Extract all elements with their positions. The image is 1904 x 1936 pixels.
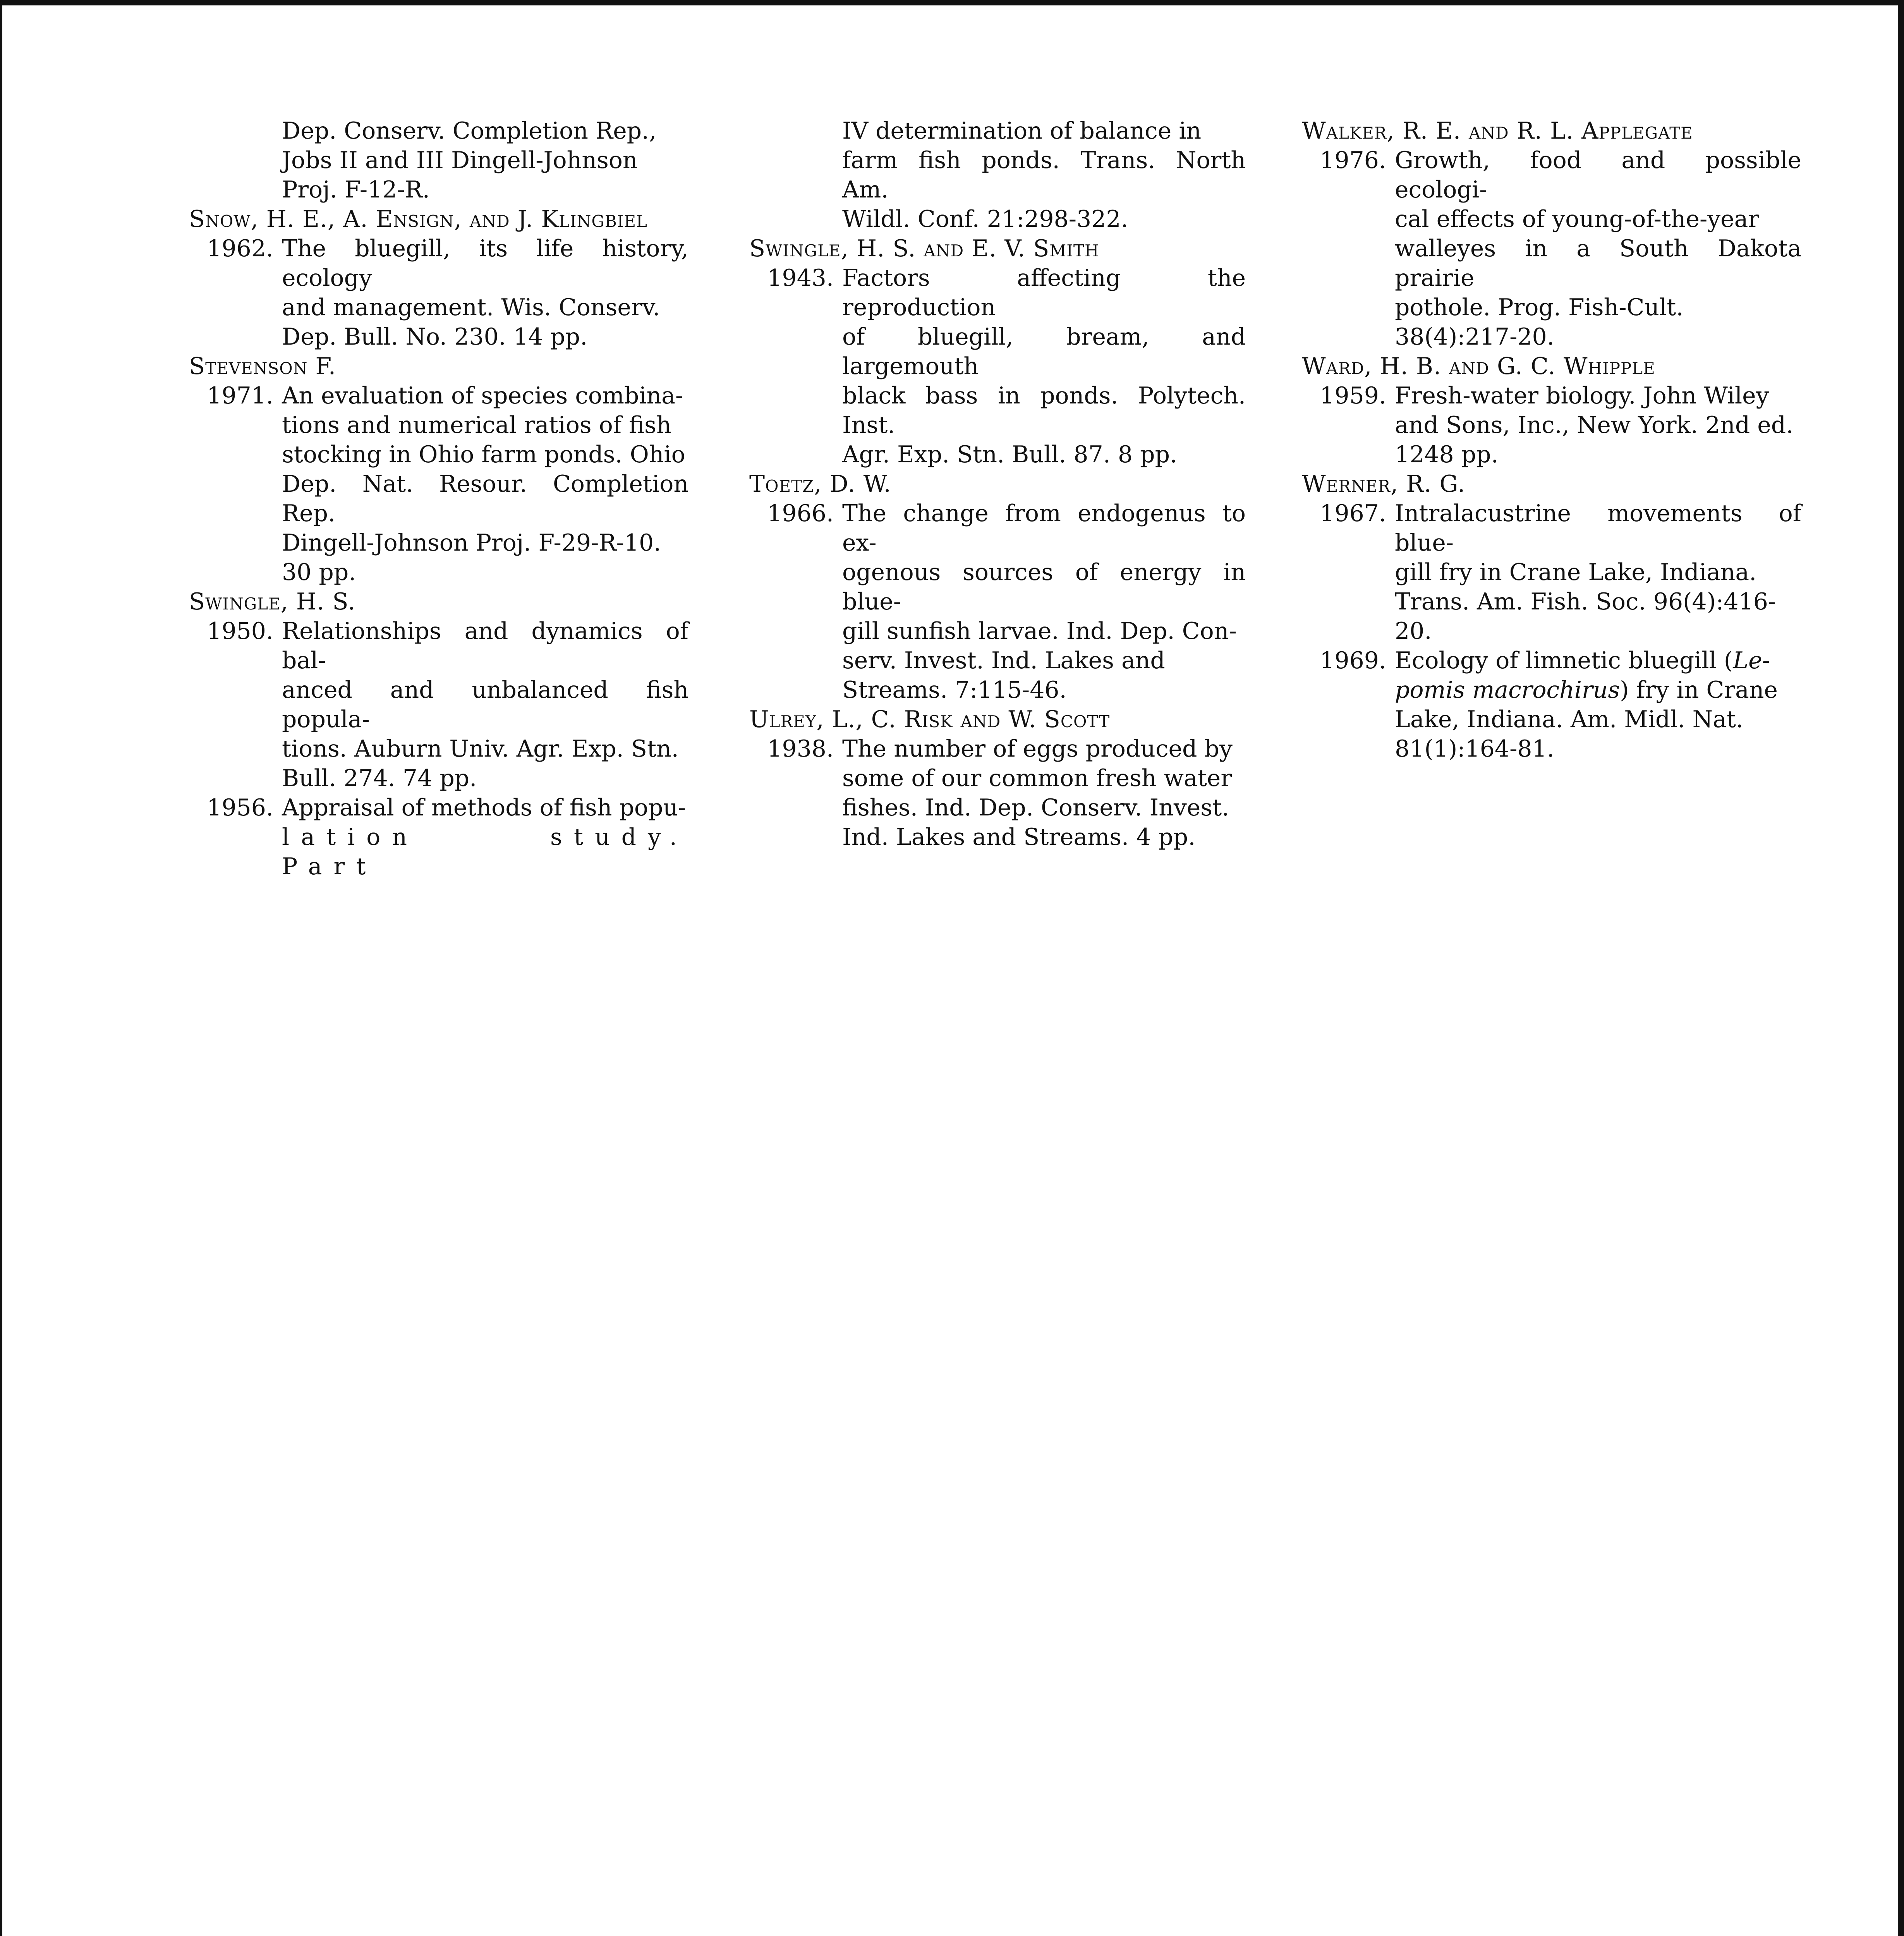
reference-text: Appraisal of methods of fish popu- lation study. Part xyxy=(282,794,688,880)
reference-year: 1966. xyxy=(767,500,834,527)
reference-line: Proj. F-12-R. xyxy=(282,176,430,203)
reference-text: Ecology of limnetic bluegill (Le- pomis macrochirus) fry in Crane Lake, Indiana. Am. Midl. Nat. 81(1):164-81. xyxy=(1395,647,1778,762)
reference-text: The bluegill, its life history, ecology and management. Wis. Conserv. Dep. Bull. No. 230. 14 pp. xyxy=(282,235,688,350)
reference-year: 1950. xyxy=(207,618,273,645)
references-column-1 xyxy=(189,116,688,881)
author-swingle: Swingle, H. S. xyxy=(189,588,356,615)
reference-text: An evaluation of species combina- tions and numerical ratios of fish stocking in Ohio farm ponds. Ohio Dep. Nat. Resour. Completion Rep. Dingell-Johnson Proj. F-29-R-10. 30 pp. xyxy=(282,382,688,586)
reference-year: 1976. xyxy=(1320,147,1386,174)
reference-line: Dep. Conserv. Completion Rep., xyxy=(282,117,657,144)
reference-text: Growth, food and possible ecologi- cal effects of young-of-the-year walleyes in a South Dakota prairie pothole. Prog. Fish-Cult. 38(4):217-20. xyxy=(1395,147,1801,350)
reference-text: Intralacustrine movements of blue- gill fry in Crane Lake, Indiana. Trans. Am. Fish. Soc. 96(4):416- 20. xyxy=(1395,500,1801,645)
author-toetz: Toetz, D. W. xyxy=(749,470,891,498)
reference-year: 1956. xyxy=(207,794,273,821)
reference-line: Jobs II and III Dingell-Johnson xyxy=(282,147,638,174)
reference-year: 1959. xyxy=(1320,382,1386,409)
reference-line: Wildl. Conf. 21:298-322. xyxy=(842,206,1128,233)
author-ulrey: Ulrey, L., C. Risk and W. Scott xyxy=(749,706,1110,733)
reference-line: IV determination of balance in xyxy=(842,117,1202,144)
author-walker: Walker, R. E. and R. L. Applegate xyxy=(1302,117,1693,144)
author-ward: Ward, H. B. and G. C. Whipple xyxy=(1302,353,1655,380)
author-werner: Werner, R. G. xyxy=(1302,470,1466,498)
reference-entry xyxy=(189,793,688,881)
author-stevenson: Stevenson F. xyxy=(189,353,336,380)
reference-entry xyxy=(749,734,1246,852)
reference-entry xyxy=(189,381,688,587)
references-column-2 xyxy=(749,116,1246,852)
reference-text: Factors affecting the reproduction of bluegill, bream, and largemouth black bass in ponds. Polytech. Inst. Agr. Exp. Stn. Bull. 87. 8 pp. xyxy=(842,264,1246,468)
reference-text: Fresh-water biology. John Wiley and Sons, Inc., New York. 2nd ed. 1248 pp. xyxy=(1395,382,1794,468)
reference-year: 1962. xyxy=(207,235,273,262)
reference-year: 1943. xyxy=(767,264,834,292)
reference-entry xyxy=(189,234,688,352)
reference-entry xyxy=(1302,499,1801,646)
reference-entry xyxy=(1302,381,1801,469)
reference-text: Relationships and dynamics of bal- anced and unbalanced fish popula- tions. Auburn Univ. Agr. Exp. Stn. Bull. 274. 74 pp. xyxy=(282,618,688,792)
reference-entry xyxy=(1302,646,1801,764)
reference-text: The number of eggs produced by some of our common fresh water fishes. Ind. Dep. Conserv. Invest. Ind. Lakes and Streams. 4 pp. xyxy=(842,735,1233,851)
reference-year: 1969. xyxy=(1320,647,1386,674)
reference-line: farm fish ponds. Trans. North Am. xyxy=(842,147,1246,203)
reference-entry xyxy=(1302,146,1801,352)
reference-year: 1967. xyxy=(1320,500,1386,527)
continued-entry xyxy=(749,116,1246,234)
references-column-3 xyxy=(1302,116,1801,764)
reference-entry xyxy=(749,263,1246,469)
continued-entry xyxy=(189,116,688,204)
reference-entry xyxy=(189,616,688,793)
reference-entry xyxy=(749,499,1246,705)
reference-year: 1971. xyxy=(207,382,273,409)
reference-text: The change from endogenus to ex- ogenous sources of energy in blue- gill sunfish larvae. Ind. Dep. Con- serv. Invest. Ind. Lakes and Streams. 7:115-46. xyxy=(842,500,1246,704)
reference-year: 1938. xyxy=(767,735,834,762)
author-swingle-smith: Swingle, H. S. and E. V. Smith xyxy=(749,235,1099,262)
author-snow: Snow, H. E., A. Ensign, and J. Klingbiel xyxy=(189,206,647,233)
